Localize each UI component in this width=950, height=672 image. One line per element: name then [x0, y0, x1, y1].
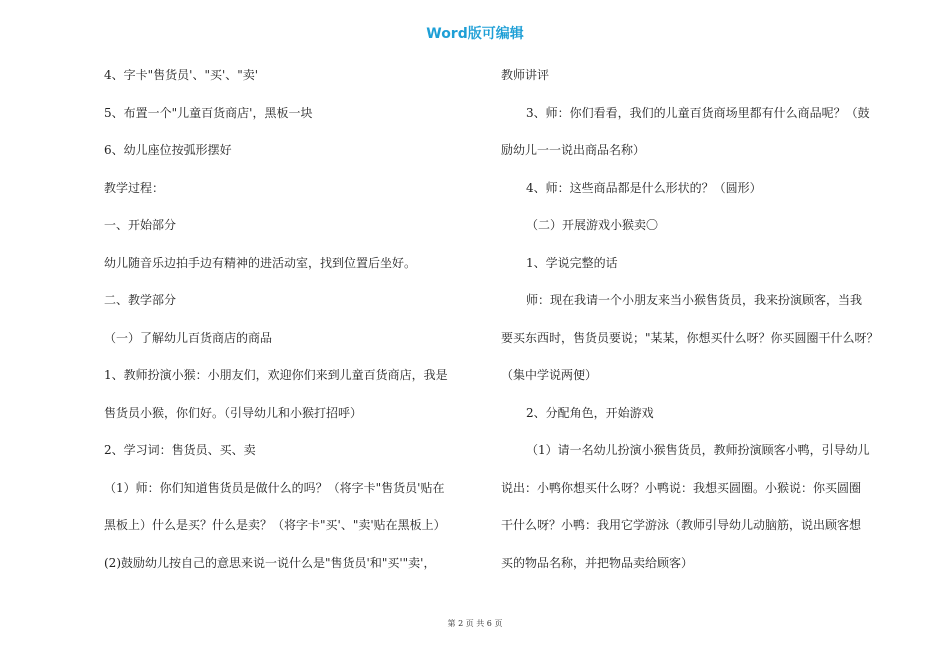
right-text-column [501, 66, 901, 591]
text-line: 3、师：你们看看，我们的儿童百货商场里都有什么商品呢？（鼓 [526, 105, 870, 120]
text-line: 4、师：这些商品都是什么形状的？（圆形） [526, 180, 762, 195]
text-line: 幼儿随音乐边拍手边有精神的进活动室，找到位置后坐好。 [104, 255, 417, 270]
text-line: 教师讲评 [501, 68, 550, 82]
text-line: （集中学说两便） [501, 368, 598, 382]
text-line: 6、幼儿座位按弧形摆好 [104, 143, 232, 157]
text-line: 4、字卡"售货员'、"买'、"卖' [104, 68, 259, 82]
text-line: 2、分配角色，开始游戏 [526, 405, 654, 420]
text-line: 干什么呀？小鸭：我用它学游泳（教师引导幼儿动脑筋，说出顾客想 [501, 518, 862, 532]
text-line: （1）请一名幼儿扮演小猴售货员，教师扮演顾客小鸭，引导幼儿 [526, 443, 870, 457]
text-line: 5、布置一个"儿童百货商店'，黑板一块 [104, 105, 313, 120]
text-line: 师：现在我请一个小朋友来当小猴售货员，我来扮演顾客，当我 [526, 293, 863, 307]
text-line: 买的物品名称，并把物品卖给顾客） [501, 555, 694, 570]
text-line: 二、教学部分 [104, 293, 177, 307]
text-line: （一）了解幼儿百货商店的商品 [104, 330, 273, 345]
text-line: 1、教师扮演小猴：小朋友们，欢迎你们来到儿童百货商店，我是 [104, 368, 448, 382]
text-line: 一、开始部分 [104, 218, 177, 232]
text-line: （二）开展游戏小猴卖〇 [526, 218, 659, 232]
text-line: 要买东西时，售货员要说；"某某，你想买什么呀？你买圆圈干什么呀？ [501, 330, 879, 345]
text-line: （1）师：你们知道售货员是做什么的吗？（将字卡"售货员'贴在 [104, 480, 445, 495]
text-line: 1、学说完整的话 [526, 255, 618, 270]
left-text-column [104, 66, 474, 591]
text-line: 黑板上）什么是买？什么是卖？（将字卡"买'、"卖'贴在黑板上） [104, 518, 446, 532]
text-line: 2、学习词：售货员、买、卖 [104, 443, 256, 457]
page-header-title: Word版可编辑 [426, 26, 524, 42]
text-line: 励幼儿一一说出商品名称） [501, 143, 646, 157]
page-number-footer: 第 2 页 共 6 页 [447, 619, 503, 628]
text-line: 教学过程： [104, 180, 165, 195]
text-line: 售货员小猴，你们好。（引导幼儿和小猴打招呼） [104, 405, 363, 420]
text-line: 说出：小鸭你想买什么呀？小鸭说：我想买圆圈。小猴说：你买圆圈 [501, 480, 862, 495]
text-line: (2)鼓励幼儿按自己的意思来说一说什么是"售货员'和"买'"卖'， [104, 555, 436, 570]
